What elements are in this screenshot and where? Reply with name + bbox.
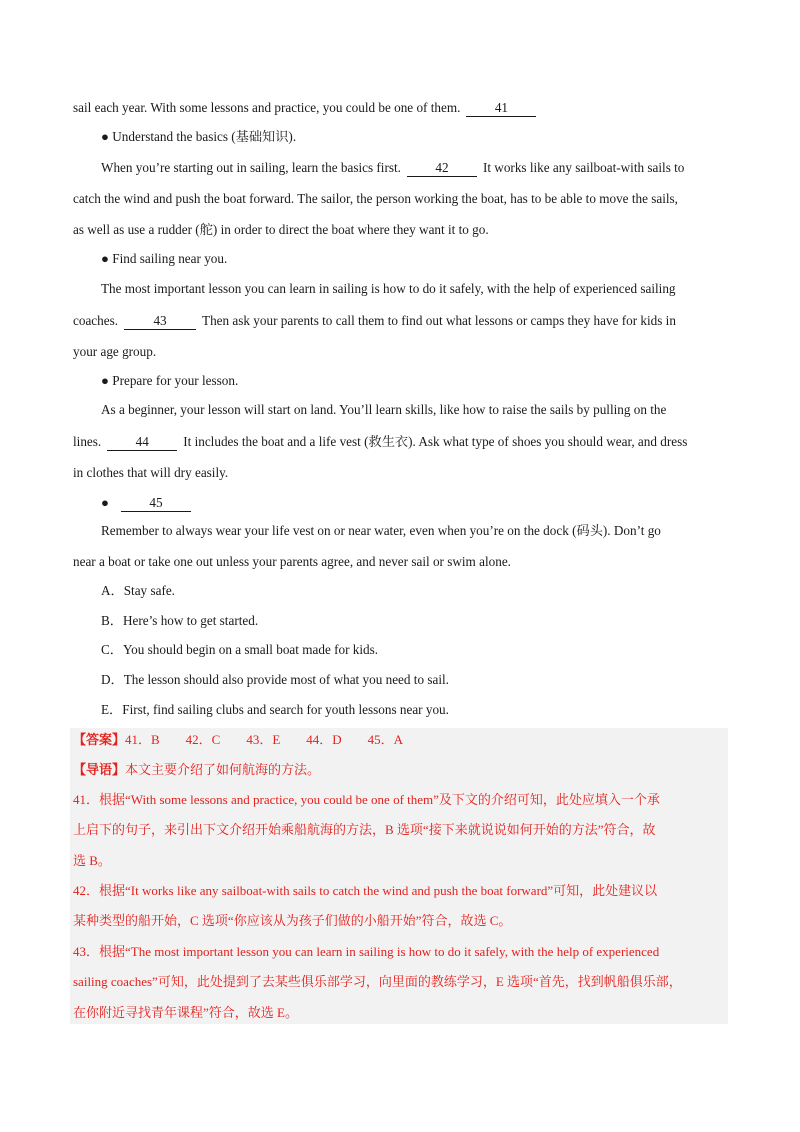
- explanation-41: 选 B。: [73, 853, 111, 868]
- blank-44: 44: [107, 434, 177, 451]
- answer-values: 41．B 42．C 43．E 44．D 45．A: [125, 732, 404, 747]
- passage-line: as well as use a rudder (舵) in order to direct the boat where they want it to go.: [73, 222, 489, 237]
- section-heading-find: ● Find sailing near you.: [101, 251, 228, 266]
- guide-label: 【导语】: [73, 762, 126, 777]
- explanation-41: 41．根据“With some lessons and practice, you could be one of them”及下文的介绍可知，此处应填入一个承: [73, 792, 660, 807]
- passage-line: near a boat or take one out unless your parents agree, and never sail or swim alone.: [73, 554, 511, 569]
- passage-line: When you’re starting out in sailing, learn the basics first. 42 It works like any sailboat-with sails to: [101, 160, 685, 175]
- blank-45: 45: [121, 495, 191, 512]
- passage-line: The most important lesson you can learn in sailing is how to do it safely, with the help of experienced sailing: [101, 281, 676, 296]
- explanation-43: 43．根据“The most important lesson you can learn in sailing is how to do it safely, with the help of experienced: [73, 944, 660, 959]
- blank-41: 41: [466, 100, 536, 117]
- guide-line: [73, 760, 733, 780]
- answer-line: [73, 730, 733, 750]
- option-a: A．Stay safe.: [101, 583, 175, 598]
- passage-line: coaches. 43 Then ask your parents to call them to find out what lessons or camps they have for kids in: [73, 313, 676, 328]
- option-e: E．First, find sailing clubs and search for youth lessons near you.: [101, 702, 449, 717]
- passage-line: sail each year. With some lessons and practice, you could be one of them. 41: [73, 98, 733, 118]
- blank-43: 43: [124, 313, 196, 330]
- guide-text: 本文主要介绍了如何航海的方法。: [125, 762, 321, 777]
- section-heading-blank45: ● 45: [101, 493, 761, 513]
- passage-line: in clothes that will dry easily.: [73, 465, 229, 480]
- passage-line: catch the wind and push the boat forward. The sailor, the person working the boat, has to be able to move the sails,: [73, 191, 678, 206]
- section-heading-basics: ● Understand the basics (基础知识).: [101, 129, 297, 144]
- explanation-41: 上启下的句子，来引出下文介绍开始乘船航海的方法，B 选项“接下来就说说如何开始的方法”符合，故: [73, 822, 656, 837]
- option-b: B．Here’s how to get started.: [101, 613, 259, 628]
- option-d: D．The lesson should also provide most of what you need to sail.: [101, 672, 449, 687]
- passage-line: As a beginner, your lesson will start on land. You’ll learn skills, like how to raise the sails by pulling on the: [101, 402, 667, 417]
- passage-line: lines. 44 It includes the boat and a life vest (救生衣). Ask what type of shoes you should wear, and dress: [73, 434, 688, 449]
- answer-label: 【答案】: [73, 732, 126, 747]
- explanation-43: 在你附近寻找青年课程”符合，故选 E。: [73, 1005, 298, 1020]
- section-heading-prepare: ● Prepare for your lesson.: [101, 373, 239, 388]
- explanation-43: sailing coaches”可知，此处提到了去某些俱乐部学习，向里面的教练学习，E 选项“首先，找到帆船俱乐部，: [73, 974, 682, 989]
- passage-line: your age group.: [73, 344, 157, 359]
- blank-42: 42: [407, 160, 477, 177]
- passage-line: Remember to always wear your life vest on or near water, even when you’re on the dock (码头). Don’t go: [101, 523, 661, 538]
- explanation-42: 某种类型的船开始，C 选项“你应该从为孩子们做的小船开始”符合，故选 C。: [73, 913, 512, 928]
- option-c: C．You should begin on a small boat made for kids.: [101, 642, 379, 657]
- explanation-42: 42．根据“It works like any sailboat-with sails to catch the wind and push the boat forward”可知，此处建议以: [73, 883, 658, 898]
